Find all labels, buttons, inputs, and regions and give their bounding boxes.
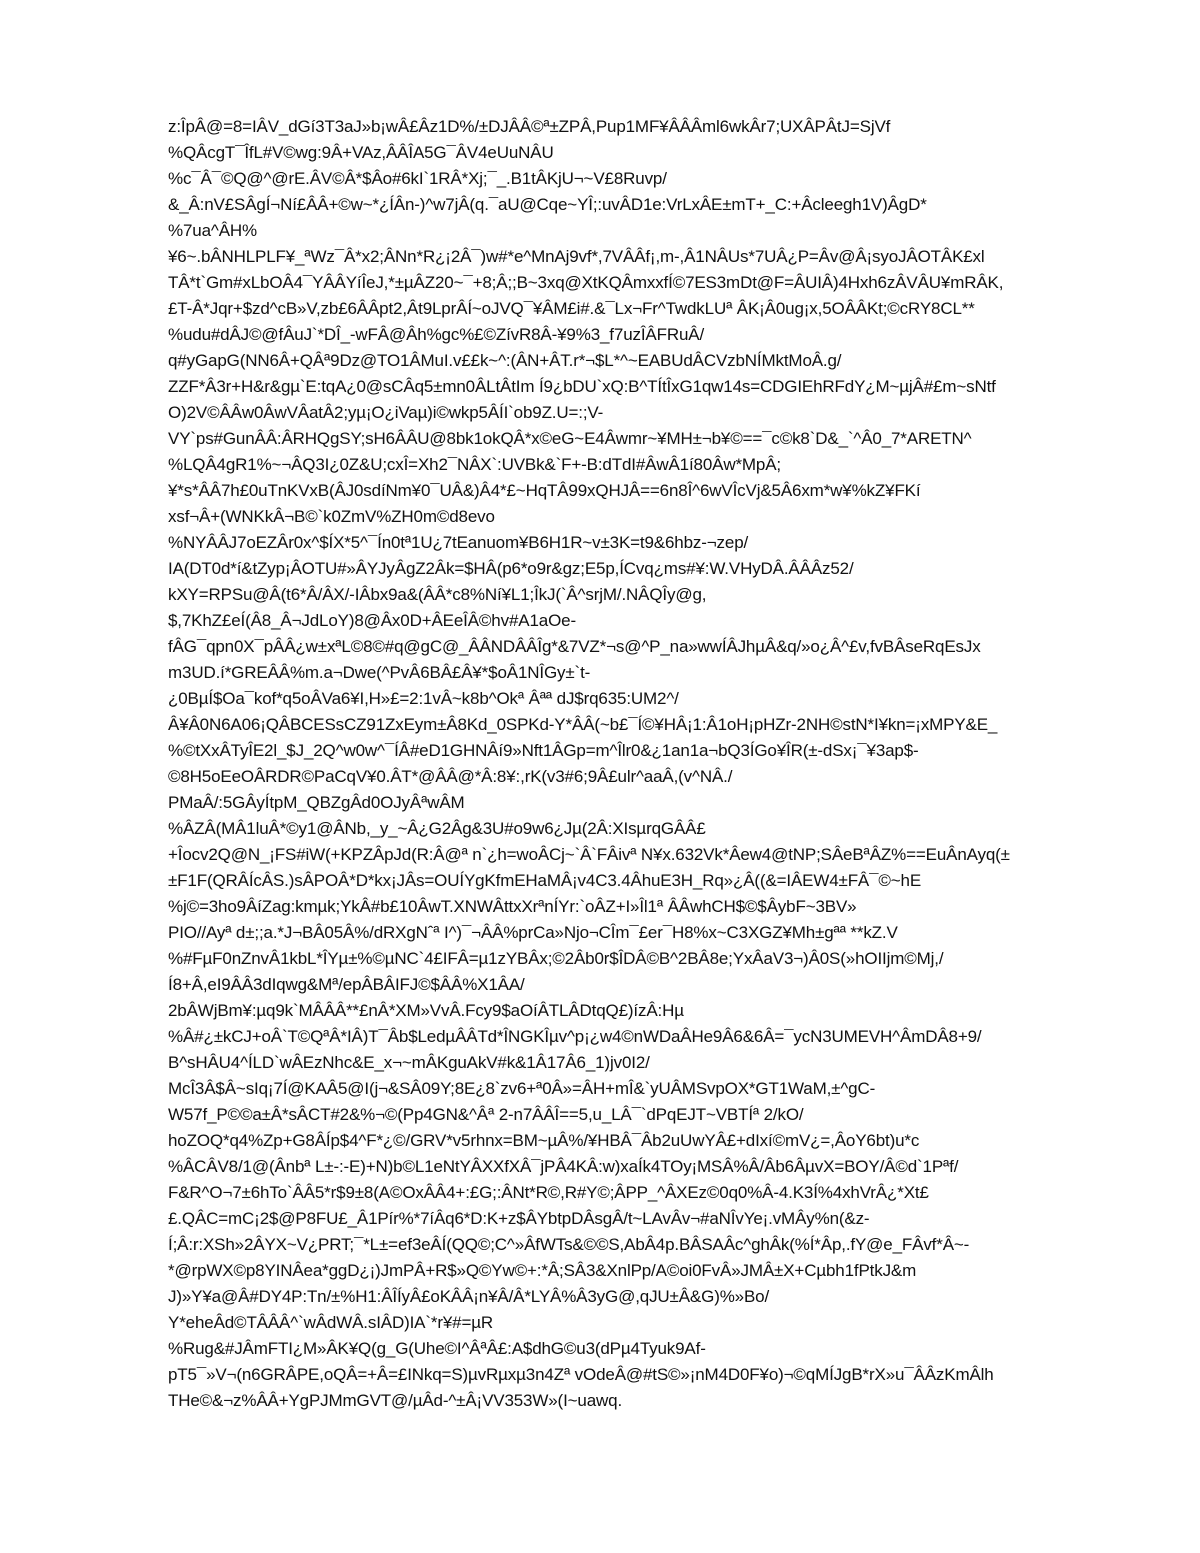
text-line: %NYÂÂJ7oEZÂr0x^$ÍX*5^¯Ín0tª1U¿7tEanuom¥B6H1R~v±3K=t9&6hbz-¬zep/ (168, 533, 749, 552)
text-line (168, 1414, 1128, 1440)
text-line: z:ÎpÂ@=8=IÂV_dGí3T3aJ»b¡wÂ£Âz1D%/±DJÂÂ©ª±ZPÂ,Pup1MF¥ÂÂÂml6wkÂr7;UXÂPÂtJ=SjVf (168, 117, 891, 136)
text-line: %ÂCÂV8/1@(Ânbª L±-:-E)+N)b©L1eNtYÂXXfXÂ¯jPÂ4KÂ:w)xaÍk4TOy¡MSÂ%Â/Âb6ÂµvX=BOY/Â©d`1Pªf/ (168, 1157, 959, 1176)
text-line: %udu#dÂJ©@fÂuJ`*DÎ_-wFÂ@Âh%gc%£©ZívR8Â-¥9%3_f7uzÎÂFRuÂ/ (168, 325, 705, 344)
text-line: Í8+Â,eI9ÂÂ3dIqwg&Mª/epÂBÂIFJ©$ÂÂ%X1ÂA/ (168, 975, 525, 994)
text-line: Â¥Â0N6A06¡QÂBCESsCZ91ZxEym±Â8Kd_0SPKd-Y*ÂÂ(~b£¯Í©¥HÂ¡1:Â1oH¡pHZr-2NH©stN*I¥kn=¡xMPY&E_ (168, 715, 998, 734)
text-line: 2bÂWjBm¥:µq9k`MÂÂÂ**£nÂ*XM»VvÂ.Fcy9$aOíÂTLÂDtqQ£)ízÂ:Hµ (168, 1001, 684, 1020)
text-line: ¥*s*ÂÂ7h£0uTnKVxB(ÂJ0sdíNm¥0¯UÂ&)Â4*£~HqTÂ99xQHJÂ==6n8Î^6wVÎcVj&5Â6xm*w¥%kZ¥FKí (168, 481, 921, 500)
text-line: &_Â:nV£SÂgÍ¬Ní£ÂÂ+©w~*¿ÍÂn-)^w7jÂ(q.¯aU@Cqe~YÎ;:uvÂD1e:VrLxÂE±mT+_C:+Âcleegh1V)ÂgD* (168, 195, 927, 214)
text-line: ZZF*Â3r+H&r&gµ`E:tqA¿0@sCÂq5±mn0ÂLtÂtIm Í9¿bDU`xQ:B^TÍtÎxG1qw14s=CDGIEhRFdY¿M~µjÂ#£m~sNtf (168, 377, 996, 396)
text-line: W57f_P©©a±Â*sÂCT#2&%¬©(Pp4GN&^Âª 2-n7ÂÂÎ==5,u_LÂ¯`dPqEJT~VBTÍª 2/kO/ (168, 1105, 804, 1124)
text-line: hoZOQ*q4%Zp+G8ÂÍp$4^F*¿©/GRV*v5rhnx=BM~µÂ%/¥HBÂ¯Âb2uUwYÂ£+dIxí©mV¿=,ÂoY6bt)u*c (168, 1131, 920, 1150)
text-line: O)2V©ÂÂw0ÂwVÂatÂ2;yµ¡O¿iVaµ)i©wkp5ÂÍI`ob9Z.U=:;V- (168, 403, 604, 422)
text-line: m3UD.í*GREÂÂ%m.a¬Dwe(^PvÂ6BÂ£Â¥*$oÂ1NÎGy±`t- (168, 663, 591, 682)
text-line: kXY=RPSu@Â(t6*Â/ÂX/-IÂbx9a&(ÂÂ*c8%Ní¥L1;ÎkJ(`Â^srjM/.NÂQÎy@g, (168, 585, 707, 604)
text-line: J)»Y¥a@Â#DY4P:Tn/±%H1:ÂÎÍyÂ£oKÂÂ¡n¥Â/Â*LYÂ%Â3yG@,qJU±Â&G)%»Bo/ (168, 1287, 770, 1306)
text-line: IA(DT0d*í&tZyp¡ÂOTU#»ÂYJyÂgZ2Âk=$HÂ(p6*o9r&gz;E5p,ÍCvq¿ms#¥:W.VHyDÂ.ÂÂÂz52/ (168, 559, 854, 578)
text-line: £.QÂC=mC¡2$@P8FU£_Â1Pír%*7íÂq6*D:K+z$ÂYbtpDÂsgÂ/t~LAvÂv¬#aNÎvYe¡.vMÂy%n(&z- (168, 1209, 870, 1228)
text-line: %©tXxÂTyÎE2l_$J_2Q^w0w^¯ÍÂ#eD1GHNÂí9»Nft1ÂGp=m^Îlr0&¿1an1a¬bQ3ÍGo¥ÎR(±-dSx¡¯¥3ap$- (168, 741, 919, 760)
text-line: xsf¬Â+(WNKkÂ¬B©`k0ZmV%ZH0m©d8evo (168, 507, 495, 526)
text-line: %Rug&#JÂmFTI¿M»ÂK¥Q(g_G(Uhe©I^ÂªÂ£:A$dhG©u3(dPµ4Tyuk9Af- (168, 1339, 706, 1358)
text-line: £T-Â*Jqr+$zd^cB»V,zb£6ÂÂpt2,Ât9LprÂÍ~oJVQ¯¥ÂM£i#.&¯Lx¬Fr^TwdkLUª ÂK¡Â0ug¡x,5OÂÂKt;©cRY8CL** (168, 299, 975, 318)
text-line: q#yGapG(NN6Â+QÂª9Dz@TO1ÂMuI.v££k~^:(ÂN+ÂT.r*¬$L*^~EABUdÂCVzbNÍMktMoÂ.g/ (168, 351, 842, 370)
text-line: pT5¯»V¬(n6GRÂPE,oQÂ=+Â=£INkq=S)µvRµxµ3n4Zª vOdeÂ@#tS©»¡nM4D0F¥o)¬©qMÍJgB*rX»u¯ÂÂzKmÂlh (168, 1365, 994, 1384)
text-line: %LQÂ4gR1%~¬ÂQ3I¿0Z&U;cxÎ=Xh2¯NÂX`:UVBk&`F+-B:dTdI#ÂwÂ1í80Âw*MpÂ; (168, 455, 781, 474)
text-line: Í;Â:r:XSh»2ÂYX~V¿PRT;¯*L±=ef3eÂÍ(QQ©;C^»ÂfWTs&©©S,AbÂ4p.BÂSAÂc^ghÂk(%Í*Âp,.fY@e_FÂvf*Â~- (168, 1235, 970, 1254)
text-line: TÂ*t`Gm#xLbOÂ4¯YÂÂYíÎeJ,*±µÂZ20~¯+8;Â;;B~3xq@XtKQÂmxxfÍ©7ES3mDt@F=ÂUIÂ)4Hxh6zÂVÂU¥mRÂK, (168, 273, 1004, 292)
text-line: ¿0BµÍ$Oa¯kof*q5oÂVa6¥I,H»£=2:1vÂ~k8b^Okª Âªª dJ$rq635:UM2^/ (168, 689, 679, 708)
text-line: fÂG¯qpn0X¯pÂÂ¿w±xªL©8©#q@gC@_ÂÂNDÂÂÎg*&7VZ*¬s@^P_na»wwÍÂJhµÂ&q/»o¿Â^£v,fvBÂseRqEsJx (168, 637, 981, 656)
text-line: %c¯Â¯©Q@^@rE.ÂV©Â*$Âo#6kI`1RÂ*Xj;¯_.B1tÂKjU¬~V£8Ruvp/ (168, 169, 667, 188)
text-line: *@rpWX©p8YINÂea*ggD¿¡)JmPÂ+R$»Q©Yw©+:*Â;SÂ3&XnlPp/A©oi0FvÂ»JMÂ±X+Cµbh1fPtkJ&m (168, 1261, 917, 1280)
text-line: Y*eheÂd©TÂÂÂ^`wÂdWÂ.sIÂD)IA`*r¥#=µR (168, 1313, 494, 1332)
text-line: VY`ps#GunÂÂ:ÂRHQgSY;sH6ÂÂU@8bk1okQÂ*x©eG~E4Âwmr~¥MH±¬b¥©==¯c©k8`D&_`^Â0_7*ARETN^ (168, 429, 972, 448)
text-line: %ÂZÂ(MÂ1luÂ*©y1@ÂNb,_y_~Â¿G2Âg&3U#o9w6¿Jµ(2Â:XIsµrqGÂÂ£ (168, 819, 706, 838)
text-line: %7ua^ÂH% (168, 221, 257, 240)
text-line: %#FµF0nZnvÂ1kbL*ÎYµ±%©µNC`4£IFÂ=µ1zYBÂx;©2Âb0r$ÎDÂ©B^2BÂ8e;YxÂaV3¬)Â0S(»hOIIjm©Mj,/ (168, 949, 944, 968)
text-line: ±F1F(QRÂÍcÂS.)sÂPOÂ*D*kx¡JÂs=OUÍYgKfmEHaMÂ¡v4C3.4ÂhuE3H_Rq»¿Â((&=IÂEW4±FÂ¯©~hE (168, 871, 922, 890)
text-line: +Îocv2Q@N_¡FS#iW(+KPZÂpJd(R:Â@ª n`¿h=woÂCj~`Â`FÂivª N¥x.632Vk*Âew4@tNP;SÂeBªÂZ%==EuÂnAyq(± (168, 845, 1010, 864)
text-line: PIO//Ayª d±;;a.*J¬BÂ05Â%/dRXgNˆª I^)¯¬ÂÂ%prCa»Njo¬CÎm¯£er¯H8%x~C3XGZ¥Mh±gªª **kZ.V (168, 923, 898, 942)
text-line: McÎ3Â$Â~sIq¡7Í@KAÂ5@I(j¬&SÂ09Y;8E¿8`zv6+ª0Â»=ÂH+mÎ&`yUÂMSvpOX*GT1WaM,±^gC- (168, 1079, 876, 1098)
text-line: PMaÂ/:5GÂyÍtpM_QBZgÂd0OJyÂªwÂM (168, 793, 465, 812)
text-line: ©8H5oEeOÂRDR©PaCqV¥0.ÂT*@ÂÂ@*Â:8¥:,rK(v3#6;9Â£ulr^aaÂ,(v^NÂ./ (168, 767, 733, 786)
text-line: ¥6~.bÂNHLPLF¥_ªWz¯Â*x2;ÂNn*R¿¡2Â¯)w#*e^MnAj9vf*,7VÂÂf¡,m-,Â1NÂUs*7UÂ¿P=Âv@Â¡syoJÂOTÂK£xl (168, 247, 985, 266)
document-body (168, 114, 1128, 1440)
text-line: %Â#¿±kCJ+oÂ`T©QªÂ*IÂ)T¯Âb$LedµÂÂTd*ÎNGKÎµv^p¡¿w4©nWDaÂHe9Â6&6Â=¯ycN3UMEVH^ÂmDÂ8+9/ (168, 1027, 982, 1046)
text-line: %j©=3ho9ÂíZag:kmµk;YkÂ#b£10ÂwT.XNWÂttxXrªnÍYr:`oÂZ+I»Îl1ª ÂÂwhCH$©$ÂybF~3BV» (168, 897, 857, 916)
text-line: $,7KhZ£eÍ(Â8_Â¬JdLoY)8@Âx0D+ÂEeÎÂ©hv#A1aOe- (168, 611, 576, 630)
text-line: THe©&¬z%ÂÂ+YgPJMmGVT@/µÂd-^±Â¡VV353W»(I~uawq. (168, 1391, 623, 1410)
text-line: B^sHÂU4^ÍLD`wÂEzNhc&E_x¬~mÂKguAkV#k&1Â17Â6_1)jv0I2/ (168, 1053, 650, 1072)
text-line: %QÂcgT¯ÎfL#V©wg:9Â+VAz,ÂÂÎA5G¯ÂV4eUuNÂU (168, 143, 554, 162)
text-line: F&R^O¬7±6hTo`ÂÂ5*r$9±8(A©OxÂÂ4+:£G;:ÂNt*R©,R#Y©;ÂPP_^ÂXEz©0q0%Â-4.K3Í%4xhVrÂ¿*Xt£ (168, 1183, 929, 1202)
